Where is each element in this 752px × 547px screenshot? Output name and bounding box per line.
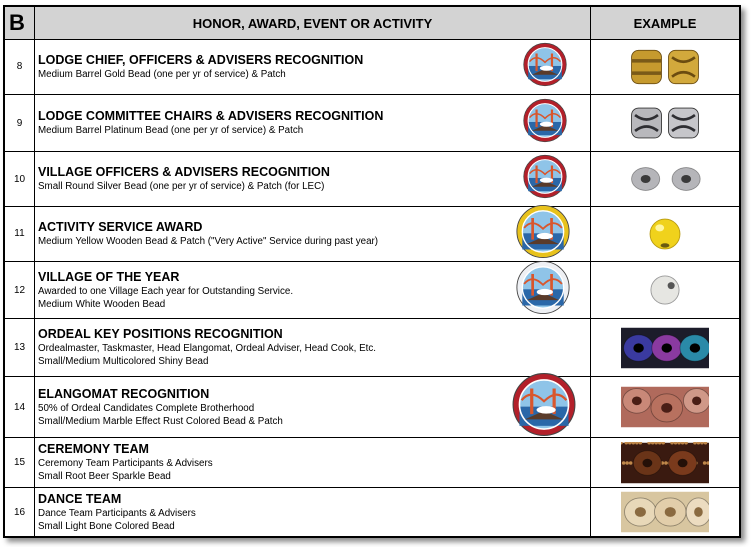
row-detail: Small/Medium Multicolored Shiny Bead	[38, 356, 209, 368]
row-title: ACTIVITY SERVICE AWARD	[38, 219, 203, 234]
row-description	[35, 377, 591, 438]
row-title: ELANGOMAT RECOGNITION	[38, 386, 210, 401]
table-row	[5, 261, 740, 318]
table-row	[5, 488, 740, 537]
lodge-patch	[523, 99, 567, 148]
header-example: EXAMPLE	[591, 7, 740, 40]
lodge-patch	[516, 204, 570, 263]
row-detail: Medium Barrel Gold Bead (one per yr of service) & Patch	[38, 68, 286, 80]
rust-marble-beads-image	[621, 386, 709, 428]
row-example	[591, 319, 740, 377]
table-row	[5, 438, 740, 488]
row-example	[591, 377, 740, 438]
row-example	[591, 488, 740, 537]
row-number: 9	[5, 94, 35, 151]
header-honor: HONOR, AWARD, EVENT OR ACTIVITY	[35, 7, 591, 40]
row-title: VILLAGE OF THE YEAR	[38, 269, 180, 284]
lodge-patch	[512, 373, 576, 442]
row-example	[591, 438, 740, 488]
row-description	[35, 207, 591, 262]
row-detail: Dance Team Participants & Advisers	[38, 507, 196, 519]
row-title: LODGE CHIEF, OFFICERS & ADVISERS RECOGNITION	[38, 52, 364, 67]
honors-table	[4, 6, 740, 537]
row-number: 10	[5, 152, 35, 207]
row-title: DANCE TEAM	[38, 491, 122, 506]
row-description	[35, 94, 591, 151]
row-detail: Small Light Bone Colored Bead	[38, 520, 175, 532]
lodge-patch	[523, 42, 567, 91]
row-example	[591, 207, 740, 262]
patch-icon	[512, 373, 576, 437]
table-row	[5, 40, 740, 95]
header-row	[5, 7, 740, 40]
row-number: 14	[5, 377, 35, 438]
row-description	[35, 319, 591, 377]
root-beer-sparkle-beads-image	[621, 442, 709, 484]
section-letter: B	[5, 7, 35, 40]
honors-table-frame	[3, 5, 741, 538]
row-detail: 50% of Ordeal Candidates Complete Brotherhood	[38, 402, 255, 414]
bone-colored-beads-image	[621, 491, 709, 533]
row-detail: Ordealmaster, Taskmaster, Head Elangomat, Ordeal Adviser, Head Cook, Etc.	[38, 343, 376, 355]
row-example	[591, 40, 740, 95]
patch-icon	[516, 204, 570, 258]
lodge-patch	[516, 261, 570, 320]
multicolored-shiny-beads-image	[621, 327, 709, 369]
row-number: 8	[5, 40, 35, 95]
table-row	[5, 319, 740, 377]
row-detail: Medium Barrel Platinum Bead (one per yr of service) & Patch	[38, 125, 304, 136]
row-number: 13	[5, 319, 35, 377]
table-row	[5, 207, 740, 262]
row-example	[591, 94, 740, 151]
row-detail: Small/Medium Marble Effect Rust Colored Bead & Patch	[38, 415, 283, 427]
row-title: VILLAGE OFFICERS & ADVISERS RECOGNITION	[38, 165, 330, 179]
silver-round-beads-image	[621, 158, 709, 200]
platinum-barrel-beads-image	[621, 102, 709, 144]
row-description	[35, 261, 591, 318]
row-description	[35, 152, 591, 207]
row-number: 12	[5, 261, 35, 318]
row-detail: Small Round Silver Bead (one per yr of service) & Patch (for LEC)	[38, 181, 325, 192]
row-example	[591, 261, 740, 318]
row-detail: Medium Yellow Wooden Bead & Patch ("Very Active" Service during past year)	[38, 235, 379, 247]
row-description	[35, 40, 591, 95]
row-description	[35, 438, 591, 488]
row-example	[591, 152, 740, 207]
yellow-wooden-bead-image	[621, 213, 709, 255]
lodge-patch	[523, 155, 567, 204]
patch-icon	[516, 261, 570, 315]
table-row	[5, 94, 740, 151]
gold-barrel-beads-image	[621, 46, 709, 88]
row-detail: Awarded to one Village Each year for Outstanding Service.	[38, 285, 294, 297]
row-number: 16	[5, 488, 35, 537]
row-detail: Small Root Beer Sparkle Bead	[38, 471, 171, 483]
patch-icon	[523, 42, 567, 86]
table-row	[5, 377, 740, 438]
row-description	[35, 488, 591, 537]
row-number: 15	[5, 438, 35, 488]
row-title: ORDEAL KEY POSITIONS RECOGNITION	[38, 327, 283, 342]
row-title: CEREMONY TEAM	[38, 442, 149, 457]
row-detail: Medium White Wooden Bead	[38, 298, 166, 310]
row-detail: Ceremony Team Participants & Advisers	[38, 458, 213, 470]
row-title: LODGE COMMITTEE CHAIRS & ADVISERS RECOGNITION	[38, 109, 384, 123]
table-row	[5, 152, 740, 207]
patch-icon	[523, 155, 567, 199]
white-wooden-bead-image	[621, 269, 709, 311]
row-number: 11	[5, 207, 35, 262]
patch-icon	[523, 99, 567, 143]
